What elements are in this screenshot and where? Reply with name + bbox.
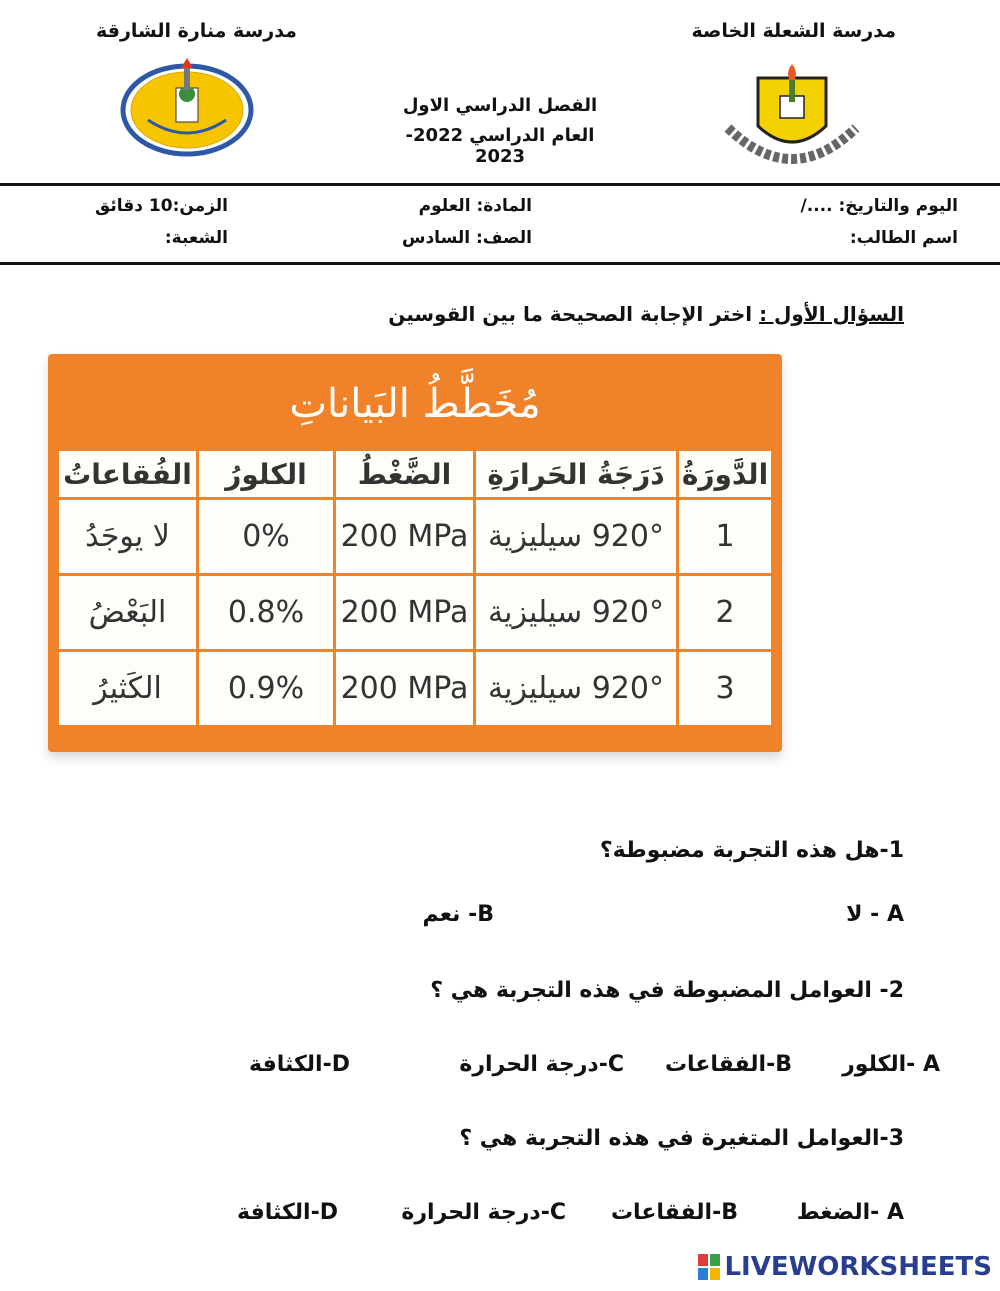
table-cell: 2 [679,576,771,649]
table-cell: الكَثيرُ [59,652,196,725]
q2-option-b[interactable]: B-الفقاعات [664,1052,792,1077]
school-logo-left [118,58,256,158]
school-name-right: مدرسة الشعلة الخاصة [691,20,896,42]
header-divider-bottom [0,262,1000,265]
q1-option-b[interactable]: B- نعم [422,902,494,927]
q3-option-d[interactable]: D-الكثافة [237,1200,338,1225]
table-cell: لا يوجَدُ [59,500,196,573]
q3-option-c[interactable]: C-درجة الحرارة [401,1200,566,1225]
data-table-title: مُخَطَّطُ البَياناتِ [289,381,541,427]
table-cell: 0.8% [199,576,333,649]
school-name-left: مدرسة منارة الشارقة [96,20,297,42]
liveworksheets-logo-icon [698,1254,720,1280]
term-label: الفصل الدراسي الاول [402,95,598,116]
table-header: الدَّورَةُ [679,451,771,497]
question-2: 2- العوامل المضبوطة في هذه التجربة هي ؟ [430,978,904,1003]
data-table [56,448,774,728]
table-header: الكلورُ [199,451,333,497]
q3-option-a[interactable]: A -الضغط [796,1200,904,1225]
q2-option-d[interactable]: D-الكثافة [249,1052,350,1077]
liveworksheets-text: LIVEWORKSHEETS [724,1252,992,1282]
table-header: دَرَجَةُ الحَرارَةِ [476,451,676,497]
table-cell: البَعْضُ [59,576,196,649]
table-cell: 920° سيليزية [476,652,676,725]
q2-option-a[interactable]: A -الكلور [842,1052,940,1077]
table-row [59,576,771,649]
table-header: الضَّغْطُ [336,451,473,497]
table-cell: 0.9% [199,652,333,725]
table-header: الفُقاعاتُ [59,451,196,497]
grade-field: الصف: السادس [402,228,532,248]
question-1: 1-هل هذه التجربة مضبوطة؟ [599,838,904,863]
table-row [59,500,771,573]
table-cell: 920° سيليزية [476,576,676,649]
table-cell: 3 [679,652,771,725]
student-name-field: اسم الطالب: [849,228,958,248]
table-cell: 1 [679,500,771,573]
data-table-card [48,354,782,752]
q3-option-b[interactable]: B-الفقاعات [610,1200,738,1225]
section-field: الشعبة: [164,228,228,248]
table-row [59,652,771,725]
question-heading [388,302,904,326]
date-field: اليوم والتاريخ: ..../ [800,196,958,216]
question-heading-label: السؤال الأول : [759,302,904,326]
school-logo-right [718,58,866,180]
time-field: الزمن:10 دقائق [95,196,228,216]
table-cell: 200 MPa [336,576,473,649]
table-cell: 200 MPa [336,652,473,725]
question-3: 3-العوامل المتغيرة في هذه التجربة هي ؟ [459,1126,904,1151]
q2-option-c[interactable]: C-درجة الحرارة [459,1052,624,1077]
question-heading-text: اختر الإجابة الصحيحة ما بين القوسين [388,302,753,326]
table-cell: 0% [199,500,333,573]
subject-field: المادة: العلوم [418,196,532,216]
header-divider-top [0,183,1000,186]
year-label: العام الدراسي 2022- 2023 [405,125,595,167]
liveworksheets-brand [698,1252,992,1282]
table-cell: 920° سيليزية [476,500,676,573]
table-cell: 200 MPa [336,500,473,573]
q1-option-a[interactable]: A - لا [846,902,904,927]
